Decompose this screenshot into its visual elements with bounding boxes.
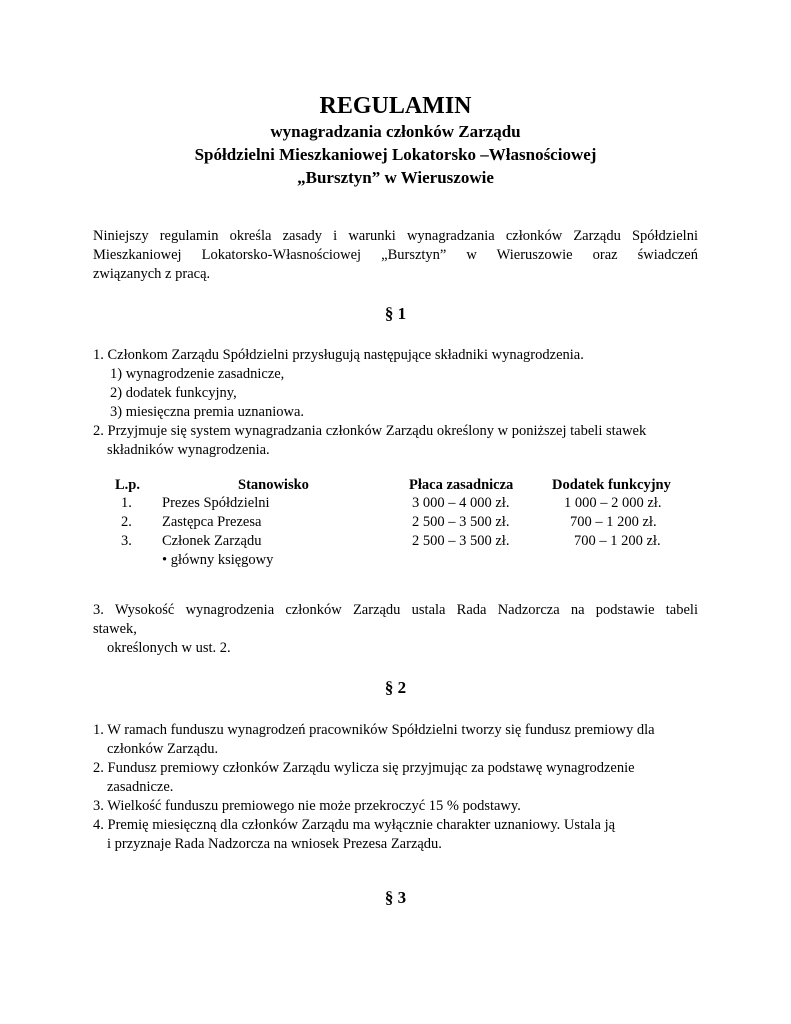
section-3-heading: § 3 (384, 888, 407, 907)
table-row-2-position: Zastępca Prezesa (162, 514, 262, 530)
table-row-1-base-pay: 3 000 – 4 000 zł. (412, 495, 510, 511)
s2-paragraph-3: 3. Wielkość funduszu premiowego nie może przekroczyć 15 % podstawy. (93, 798, 521, 814)
table-row-1-position: Prezes Spółdzielni (162, 495, 270, 511)
s1-paragraph-1: 1. Członkom Zarządu Spółdzielni przysługują następujące składniki wynagrodzenia. (93, 347, 584, 363)
intro-line-3: związanych z pracą. (93, 266, 211, 282)
table-header-base-pay: Płaca zasadnicza (409, 477, 514, 493)
table-row-2-base-pay: 2 500 – 3 500 zł. (412, 514, 510, 530)
s1-paragraph-2-line-1: 2. Przyjmuje się system wynagradzania członków Zarządu określony w poniższej tabeli stawek (93, 423, 647, 439)
subtitle-line-1: wynagradzania członków Zarządu (270, 122, 521, 141)
s1-item-2: 2) dodatek funkcyjny, (110, 385, 237, 401)
table-row-2-allowance: 700 – 1 200 zł. (570, 514, 657, 530)
table-header-lp: L.p. (115, 477, 140, 493)
s2-paragraph-2-line-2: zasadnicze. (107, 779, 174, 795)
section-2-heading: § 2 (384, 678, 407, 697)
s1-paragraph-3-line-1: 3. Wysokość wynagrodzenia członków Zarządu ustala Rada Nadzorcza na podstawie tabeli (93, 602, 698, 618)
section-1-heading: § 1 (384, 304, 407, 323)
intro-line-2: Mieszkaniowej Lokatorsko-Własnościowej „Bursztyn” w Wieruszowie oraz świadczeń (93, 247, 698, 263)
table-row-1-allowance: 1 000 – 2 000 zł. (564, 495, 662, 511)
s1-item-1: 1) wynagrodzenie zasadnicze, (110, 366, 285, 382)
s1-item-3: 3) miesięczna premia uznaniowa. (110, 404, 305, 420)
table-row-3-allowance: 700 – 1 200 zł. (574, 533, 661, 549)
s1-paragraph-3-line-2: stawek, (93, 621, 137, 637)
subtitle-line-3: „Bursztyn” w Wieruszowie (297, 168, 494, 187)
s2-paragraph-4-line-1: 4. Premię miesięczną dla członków Zarządu ma wyłącznie charakter uznaniowy. Ustala ją (93, 817, 616, 833)
s2-paragraph-4-line-2: i przyznaje Rada Nadzorcza na wniosek Prezesa Zarządu. (107, 836, 442, 852)
s2-paragraph-1-line-2: członków Zarządu. (107, 741, 219, 757)
table-row-3-position: Członek Zarządu (162, 533, 262, 549)
table-header-position: Stanowisko (238, 477, 309, 493)
table-header-allowance: Dodatek funkcyjny (552, 477, 671, 493)
table-row-3-lp: 3. (121, 533, 132, 549)
s1-paragraph-2-line-2: składników wynagrodzenia. (107, 442, 270, 458)
document-title: REGULAMIN (319, 93, 472, 119)
s2-paragraph-2-line-1: 2. Fundusz premiowy członków Zarządu wylicza się przyjmując za podstawę wynagrodzenie (93, 760, 635, 776)
s2-paragraph-1-line-1: 1. W ramach funduszu wynagrodzeń pracowników Spółdzielni tworzy się fundusz premiowy dla (93, 722, 655, 738)
table-row-2-lp: 2. (121, 514, 132, 530)
table-note: • główny księgowy (162, 552, 274, 568)
table-row-1-lp: 1. (121, 495, 132, 511)
subtitle-line-2: Spółdzielni Mieszkaniowej Lokatorsko –Własnościowej (194, 145, 597, 164)
table-row-3-base-pay: 2 500 – 3 500 zł. (412, 533, 510, 549)
intro-line-1: Niniejszy regulamin określa zasady i warunki wynagradzania członków Zarządu Spółdzielni (93, 228, 698, 244)
s1-paragraph-3-line-3: określonych w ust. 2. (107, 640, 231, 656)
